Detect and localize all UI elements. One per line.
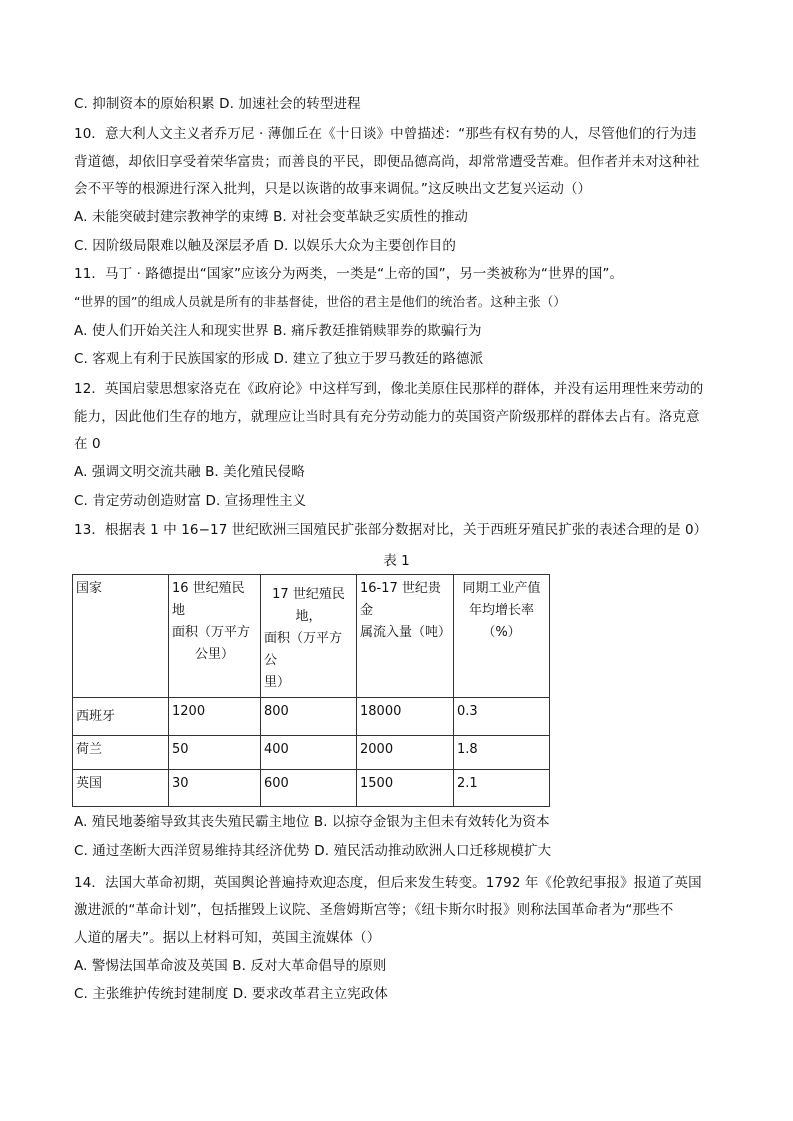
header-17c-area-line-3: 面积（万平方公 — [264, 631, 343, 668]
header-country-label: 国家 — [76, 581, 103, 596]
table-cell: 800 — [261, 698, 357, 736]
question-10-line-3: 会不平等的根源进行深入批判，只是以诙谐的故事来调侃。”这反映出文艺复兴运动（） — [74, 181, 592, 197]
question-13-options-ab: A. 殖民地萎缩导致其丧失殖民霸主地位 B. 以掠夺金银为主但未有效转化为资本 — [74, 814, 550, 830]
question-14-line-3: 人道的屠夫”。据以上材料可知，英国主流媒体（） — [74, 930, 381, 946]
table-cell: 2000 — [357, 736, 454, 770]
table-cell: 50 — [169, 736, 261, 770]
question-14-line-2: 激进派的“革命计划”，包括摧毁上议院、圣詹姆斯宫等；《纽卡斯尔时报》则称法国革命者为“那些不 — [74, 902, 674, 918]
header-cell-country — [73, 575, 169, 698]
header-industry-growth-line-2: 年均增长率 — [468, 603, 534, 618]
option-line-q9-cd: C. 抑制资本的原始积累 D. 加速社会的转型进程 — [74, 96, 361, 112]
data-table — [72, 574, 550, 807]
table-cell: 1.8 — [454, 736, 550, 770]
table-cell: 荷兰 — [73, 736, 169, 770]
header-industry-growth-line-3: （%） — [482, 625, 521, 640]
header-industry-growth-line-1: 同期工业产值 — [462, 581, 541, 596]
question-12-options-cd: C. 肯定劳动创造财富 D. 宣扬理性主义 — [74, 493, 307, 509]
table-cell: 30 — [169, 770, 261, 807]
question-11-options-ab: A. 使人们开始关注人和现实世界 B. 痛斥教廷推销赎罪券的欺骗行为 — [74, 323, 482, 339]
header-cell-16c-area — [169, 575, 261, 698]
table-row — [73, 736, 550, 770]
question-14-options-ab: A. 警惕法国革命波及英国 B. 反对大革命倡导的原则 — [74, 958, 387, 974]
question-12-line-2: 能力，因此他们生存的地方，就理应让当时具有充分劳动能力的英国资产阶级那样的群体去占有。洛克意 — [74, 409, 700, 425]
header-16c-area-line-1: 16 世纪殖民地 — [172, 581, 245, 618]
header-17c-area-line-1: 17 世纪殖民 — [272, 587, 345, 602]
table-cell: 18000 — [357, 698, 454, 736]
question-13-line-1: 13．根据表 1 中 16−17 世纪欧洲三国殖民扩张部分数据对比，关于西班牙殖民扩张的表述合理的是 0） — [74, 522, 708, 538]
table-cell: 西班牙 — [73, 698, 169, 736]
question-12-options-ab: A. 强调文明交流共融 B. 美化殖民侵略 — [74, 464, 305, 480]
table-header-row — [73, 575, 550, 698]
header-17c-area-line-4: 里） — [264, 675, 291, 690]
table-cell: 2.1 — [454, 770, 550, 807]
table-row — [73, 770, 550, 807]
question-11-options-cd: C. 客观上有利于民族国家的形成 D. 建立了独立于罗马教廷的路德派 — [74, 351, 484, 367]
question-10-line-2: 背道德，却依旧享受着荣华富贵；而善良的平民，即便品德高尚，却常常遭受苦难。但作者并未对这种社 — [74, 154, 700, 170]
question-10-line-1: 10．意大利人文主义者乔万尼 · 薄伽丘在《十日谈》中曾描述：“那些有权有势的人，尽管他们的行为违 — [74, 126, 697, 142]
header-16c-area-line-3: 公里） — [194, 647, 234, 662]
header-cell-metal-inflow — [357, 575, 454, 698]
table-cell: 1500 — [357, 770, 454, 807]
question-14-line-1: 14．法国大革命初期，英国舆论普遍持欢迎态度，但后来发生转变。1792 年《伦敦纪事报》报道了英国 — [74, 875, 702, 891]
table-cell: 1200 — [169, 698, 261, 736]
table-cell: 英国 — [73, 770, 169, 807]
header-metal-inflow-line-2: 属流入量（吨） — [360, 625, 452, 640]
question-10-options-cd: C. 因阶级局限难以触及深层矛盾 D. 以娱乐大众为主要创作目的 — [74, 238, 456, 254]
question-11-line-2: “世界的国”的组成人员就是所有的非基督徒，世俗的君主是他们的统治者。这种主张（） — [74, 294, 566, 309]
header-cell-industry-growth — [454, 575, 550, 698]
table-caption: 表 1 — [383, 553, 410, 569]
question-14-options-cd: C. 主张维护传统封建制度 D. 要求改革君主立宪政体 — [74, 986, 388, 1002]
question-10-options-ab: A. 未能突破封建宗教神学的束缚 B. 对社会变革缺乏实质性的推动 — [74, 209, 469, 225]
header-cell-17c-area — [261, 575, 357, 698]
header-16c-area-line-2: 面积（万平方 — [172, 625, 251, 640]
table-cell: 600 — [261, 770, 357, 807]
table-cell: 0.3 — [454, 698, 550, 736]
header-metal-inflow-line-1: 16-17 世纪贵金 — [360, 581, 441, 618]
question-11-line-1: 11．马丁 · 路德提出“国家”应该分为两类，一类是“上帝的国”，另一类被称为“世界的国”。 — [74, 266, 624, 282]
table-row — [73, 698, 550, 736]
table-cell: 400 — [261, 736, 357, 770]
question-13-options-cd: C. 通过垄断大西洋贸易维持其经济优势 D. 殖民活动推动欧洲人口迁移规模扩大 — [74, 843, 552, 859]
header-17c-area-line-2: 地， — [295, 609, 322, 624]
question-12-line-1: 12．英国启蒙思想家洛克在《政府论》中这样写到，像北美原住民那样的群体，并没有运用理性来劳动的 — [74, 381, 704, 397]
question-12-line-3: 在 0 — [74, 436, 101, 452]
